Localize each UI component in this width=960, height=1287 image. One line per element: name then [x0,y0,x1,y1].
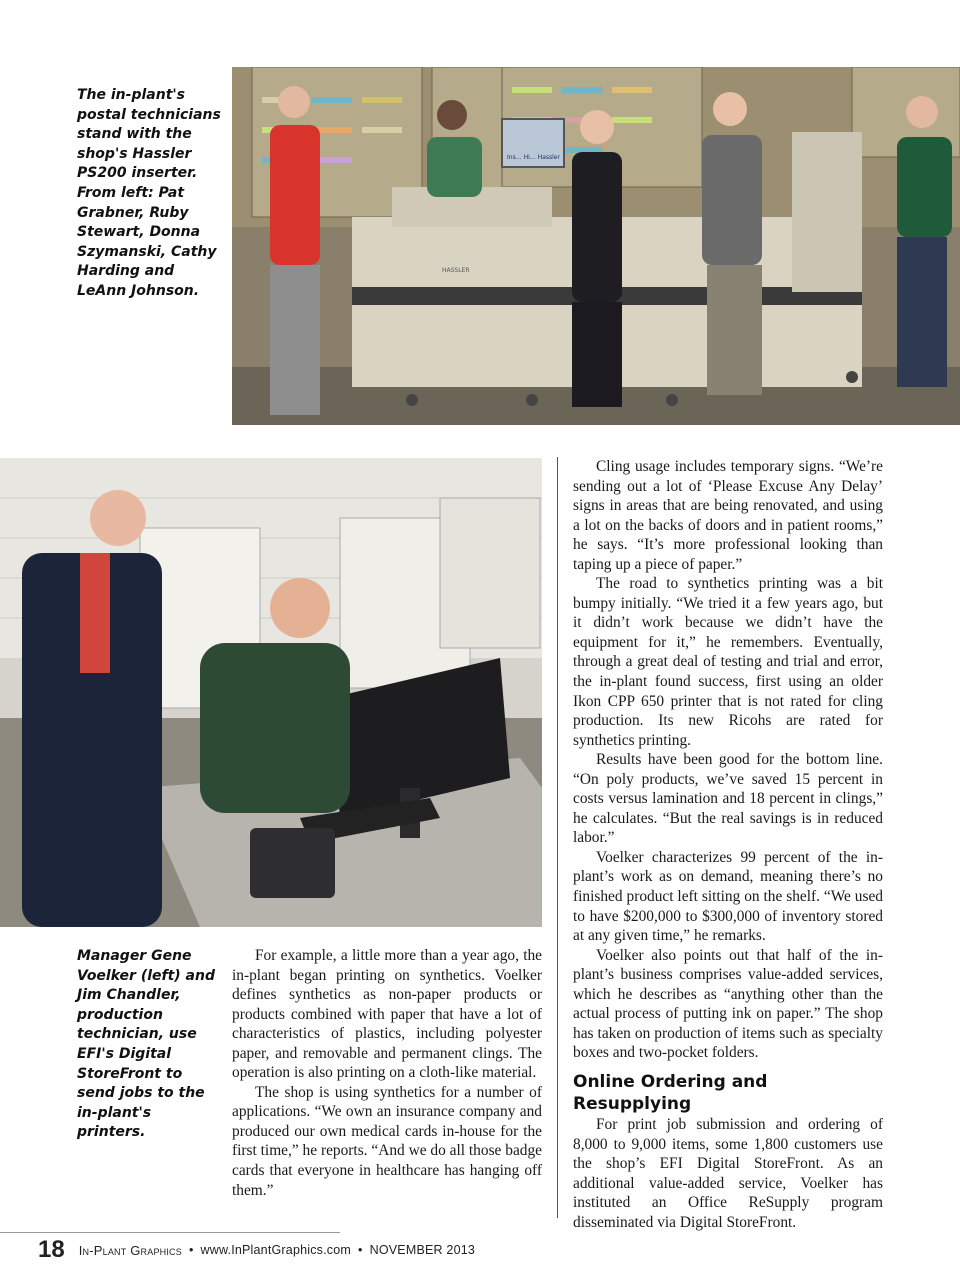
column-divider [557,457,558,1218]
footer-bullet: • [358,1243,363,1257]
article-column-left [232,946,542,1200]
issue-date: NOVEMBER 2013 [369,1243,476,1257]
article-paragraph: Voelker also points out that half of the in-plant’s business comprises value-added services, which he describes as “anything other than the actual process of putting ink on paper.” The shop has taken on production of items such as specialty boxes and two-pocket folders. [573,946,883,1062]
magazine-website: www.InPlantGraphics.com [200,1243,352,1257]
article-paragraph: Voelker characterizes 99 percent of the in-plant’s work as on demand, meaning there’s no finished product left sitting on the shelf. “We used to have $200,000 to $300,000 of inventory stored at any given time,” he remarks. [573,848,883,945]
machine-label: HASSLER [442,267,470,274]
photo-caption-postal-technicians: The in-plant's postal technicians stand with the shop's Hassler PS200 inserter. From left: Pat Grabner, Ruby Stewart, Donna Szymanski, Cathy Harding and LeAnn Johnson. [77,87,221,299]
page-footer [38,1234,475,1266]
article-paragraph: The road to synthetics printing was a bit bumpy initially. “We tried it a few years ago, but it didn’t work because we didn’t have the equipment for it,” he remembers. Eventually, through a great deal of testing and trial and error, the in-plant found success, first using an older Ikon CPP 650 printer that is not rated for cling production. Its new Ricohs are rated for synthetics printing. [573,575,883,749]
page-number: 18 [38,1236,65,1263]
article-paragraph: Cling usage includes temporary signs. “We’re sending out a lot of ‘Please Excuse Any Delay’ signs in areas that are being renovated, and using a lot on the backs of doors and in patient rooms,” he says. “It’s more professional looking than taping up a piece of paper.” [573,458,883,573]
photo-caption-voelker-chandler: Manager Gene Voelker (left) and Jim Chandler, production technician, use EFI's Digital StoreFront to send jobs to the in-plant's printers. [77,948,215,1141]
article-paragraph: For print job submission and ordering of 8,000 to 9,000 items, some 1,800 customers use the shop’s EFI Digital StoreFront. As an additional value-added service, Voelker has instituted an Office ReSupply program disseminated via Digital StoreFront. [573,1115,883,1231]
magazine-name: In-Plant Graphics [78,1242,182,1258]
monitor-screen-text: Ins… Hi… Hassler [507,154,560,161]
article-paragraph: For example, a little more than a year ago, the in-plant began printing on synthetics. Voelker defines synthetics as non-paper products or products combined with paper that have a lot of characteristics of plastics, including polyester paper, and removable and permanent clings. The operation is also printing on a cloth-like material. [232,947,542,1082]
photo-postal-technicians [232,67,960,425]
article-column-right [573,457,883,1232]
article-paragraph: The shop is using synthetics for a number of applications. “We own an insurance company and produced our own medical cards in-house for the first time,” he reports. “And we do all those badge cards that everyone in healthcare has hanging off them.” [232,1083,542,1199]
footer-rule [0,1232,340,1233]
section-subhead: Online Ordering and Resupplying [573,1071,768,1114]
article-paragraph: Results have been good for the bottom line. “On poly products, we’ve saved 15 percent in costs versus lamination and 18 percent in clings,” he calculates. “But the real savings is in reduced labor.” [573,751,883,847]
photo-voelker-chandler [0,458,542,927]
footer-bullet: • [188,1243,194,1257]
